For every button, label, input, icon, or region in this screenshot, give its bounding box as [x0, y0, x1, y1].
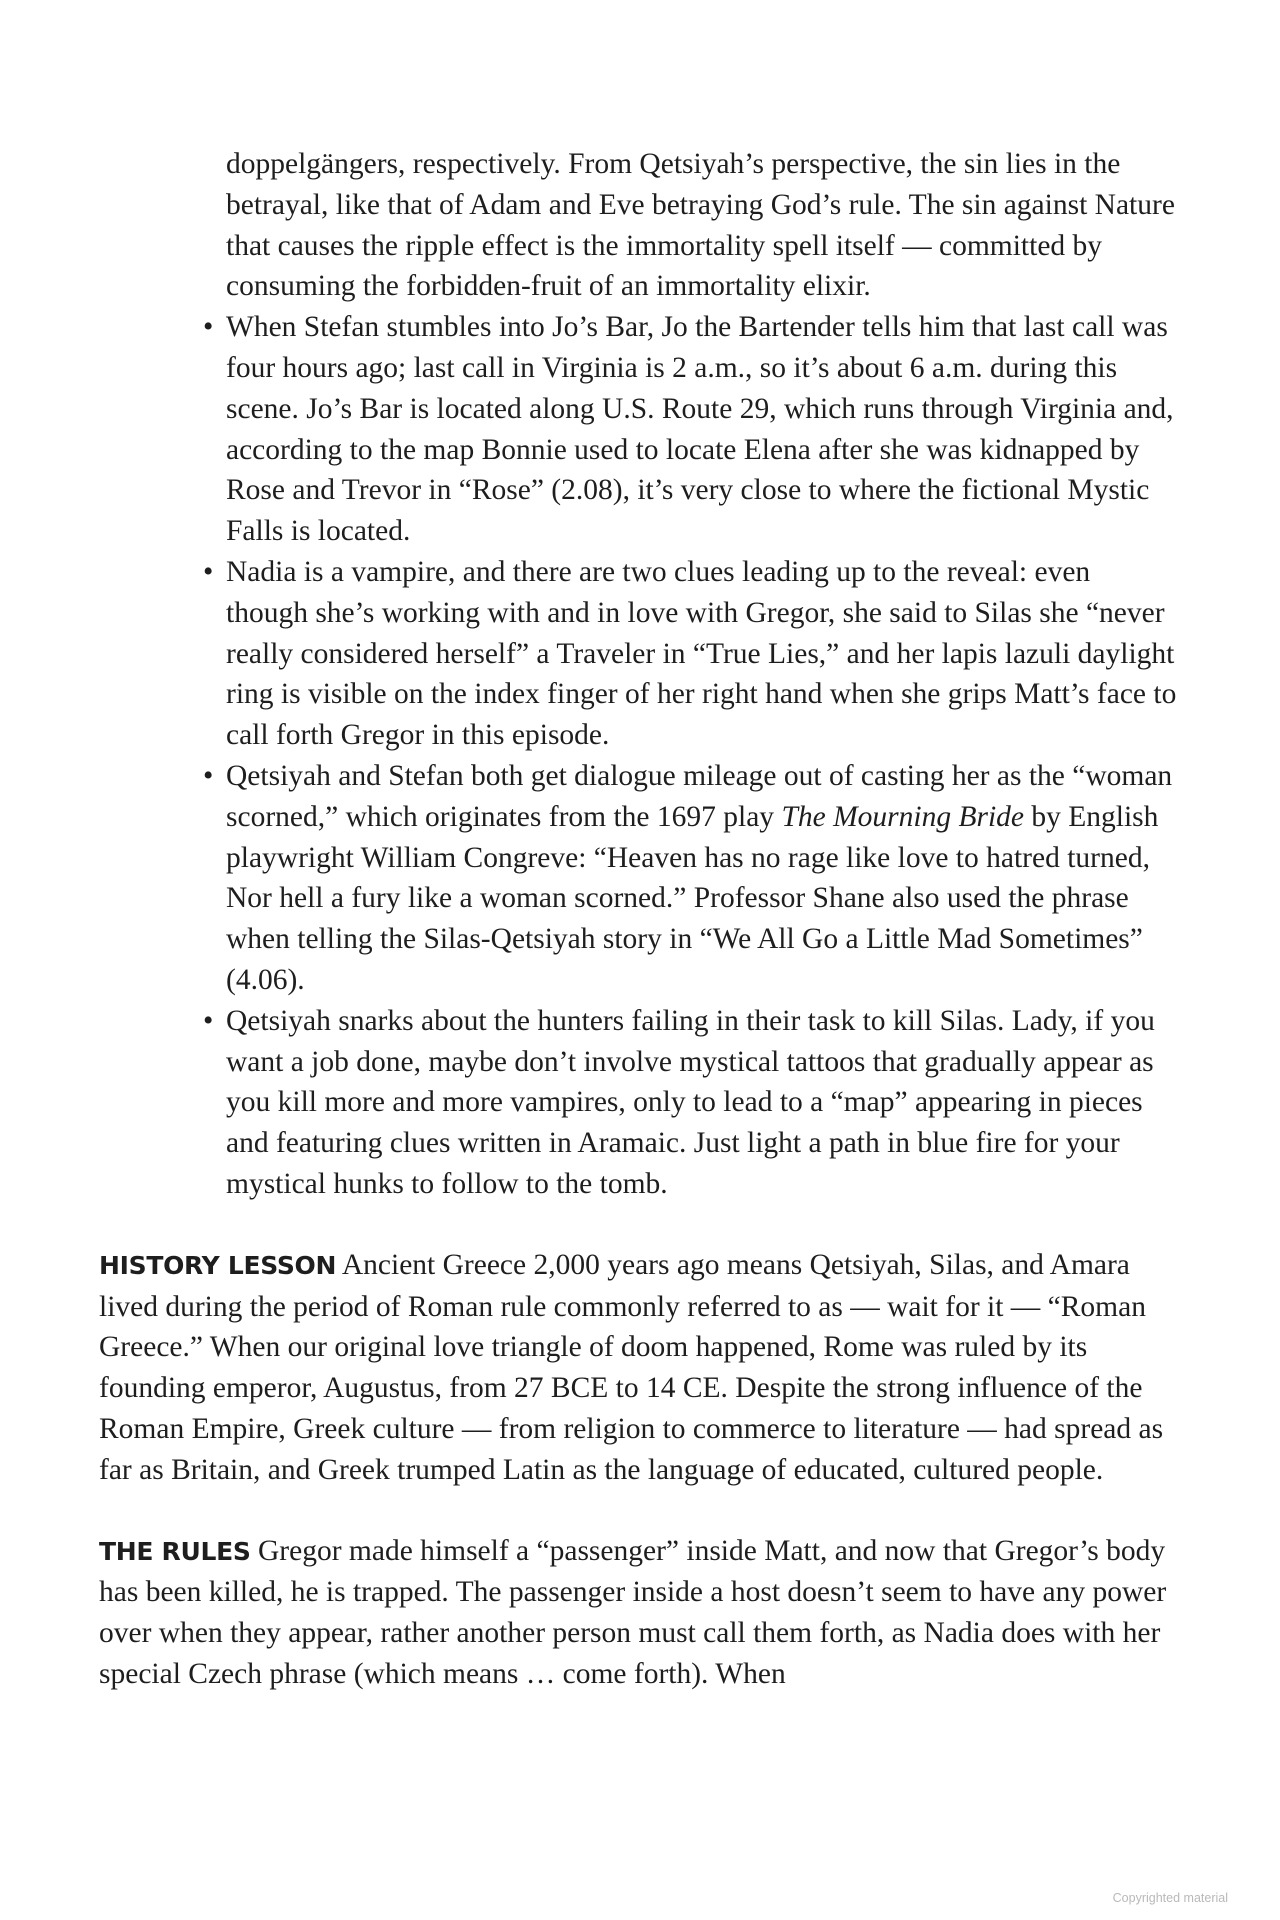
bullet-text: Nadia is a vampire, and there are two clues leading up to the reveal: even though she’s working with and in love with Gregor, she said to Silas she “never really considered herself” a Traveler in “True Lies,” and her lapis lazuli daylight ring is visible on the index finger of her right hand when she grips Matt’s face to call forth Gregor in this episode. — [226, 555, 1177, 752]
bullet-item-jos-bar — [99, 307, 1179, 552]
bullet-item-woman-scorned — [99, 756, 1179, 1001]
bullet-marker: • — [203, 311, 214, 344]
bullet-text-before: Qetsiyah and Stefan both get dialogue mileage out of casting her as the “woman scorned,” which originates from the 1697 play — [226, 759, 1173, 833]
history-lesson-section — [99, 1245, 1179, 1491]
the-rules-section — [99, 1531, 1179, 1695]
history-lesson-text: Ancient Greece 2,000 years ago means Qetsiyah, Silas, and Amara lived during the period of Roman rule commonly referred to as — wait for it — “Roman Greece.” When our original love triangle of doom happened, Rome was ruled by its founding emperor, Augustus, from 27 BCE to 14 CE. Despite the strong influence of the Roman Empire, Greek culture — from religion to commerce to literature — had spread as far as Britain, and Greek trumped Latin as the language of educated, cultured people. — [99, 1248, 1164, 1486]
continued-paragraph: doppelgängers, respectively. From Qetsiyah’s perspective, the sin lies in the betrayal, like that of Adam and Eve betraying God’s rule. The sin against Nature that causes the ripple effect is the immortality spell itself — committed by consuming the forbidden-fruit of an immortality elixir. — [226, 148, 1175, 303]
bullet-text: Qetsiyah snarks about the hunters failing in their task to kill Silas. Lady, if you want a job done, maybe don’t involve mystical tattoos that gradually appear as you kill more and more vampires, only to lead to a “map” appearing in pieces and featuring clues written in Aramaic. Just light a path in blue fire for your mystical hunks to follow to the tomb. — [226, 1004, 1155, 1200]
page-body — [99, 144, 1179, 1695]
bullet-item-nadia-vampire — [99, 552, 1179, 756]
bullet-text-after: by English playwright William Congreve: “Heaven has no rage like love to hatred turned, Nor hell a fury like a woman scorned.” Professor Shane also used the phrase when telling the Silas-Qetsiyah story in “We All Go a Little Mad Sometimes” (4.06). — [226, 800, 1159, 996]
bullet-marker: • — [203, 759, 214, 792]
history-lesson-heading: HISTORY LESSON — [99, 1250, 337, 1280]
the-rules-heading: THE RULES — [99, 1536, 251, 1566]
bullet-item-hunters — [99, 1001, 1179, 1205]
bullet-marker: • — [203, 555, 214, 588]
copyright-watermark: Copyrighted material — [1112, 1891, 1228, 1905]
play-title: The Mourning Bride — [781, 800, 1024, 833]
bullet-text: When Stefan stumbles into Jo’s Bar, Jo the Bartender tells him that last call was four hours ago; last call in Virginia is 2 a.m., so it’s about 6 a.m. during this scene. Jo’s Bar is located along U.S. Route 29, which runs through Virginia and, according to the map Bonnie used to locate Elena after she was kidnapped by Rose and Trevor in “Rose” (2.08), it’s very close to where the fictional Mystic Falls is located. — [226, 311, 1174, 548]
trivia-bullet-list — [99, 307, 1179, 1205]
bullet-marker: • — [203, 1004, 214, 1037]
the-rules-text: Gregor made himself a “passenger” inside Matt, and now that Gregor’s body has been killed, he is trapped. The passenger inside a host doesn’t seem to have any power over when they appear, rather another person must call them forth, as Nadia does with her special Czech phrase (which means … come forth). When — [99, 1534, 1167, 1690]
